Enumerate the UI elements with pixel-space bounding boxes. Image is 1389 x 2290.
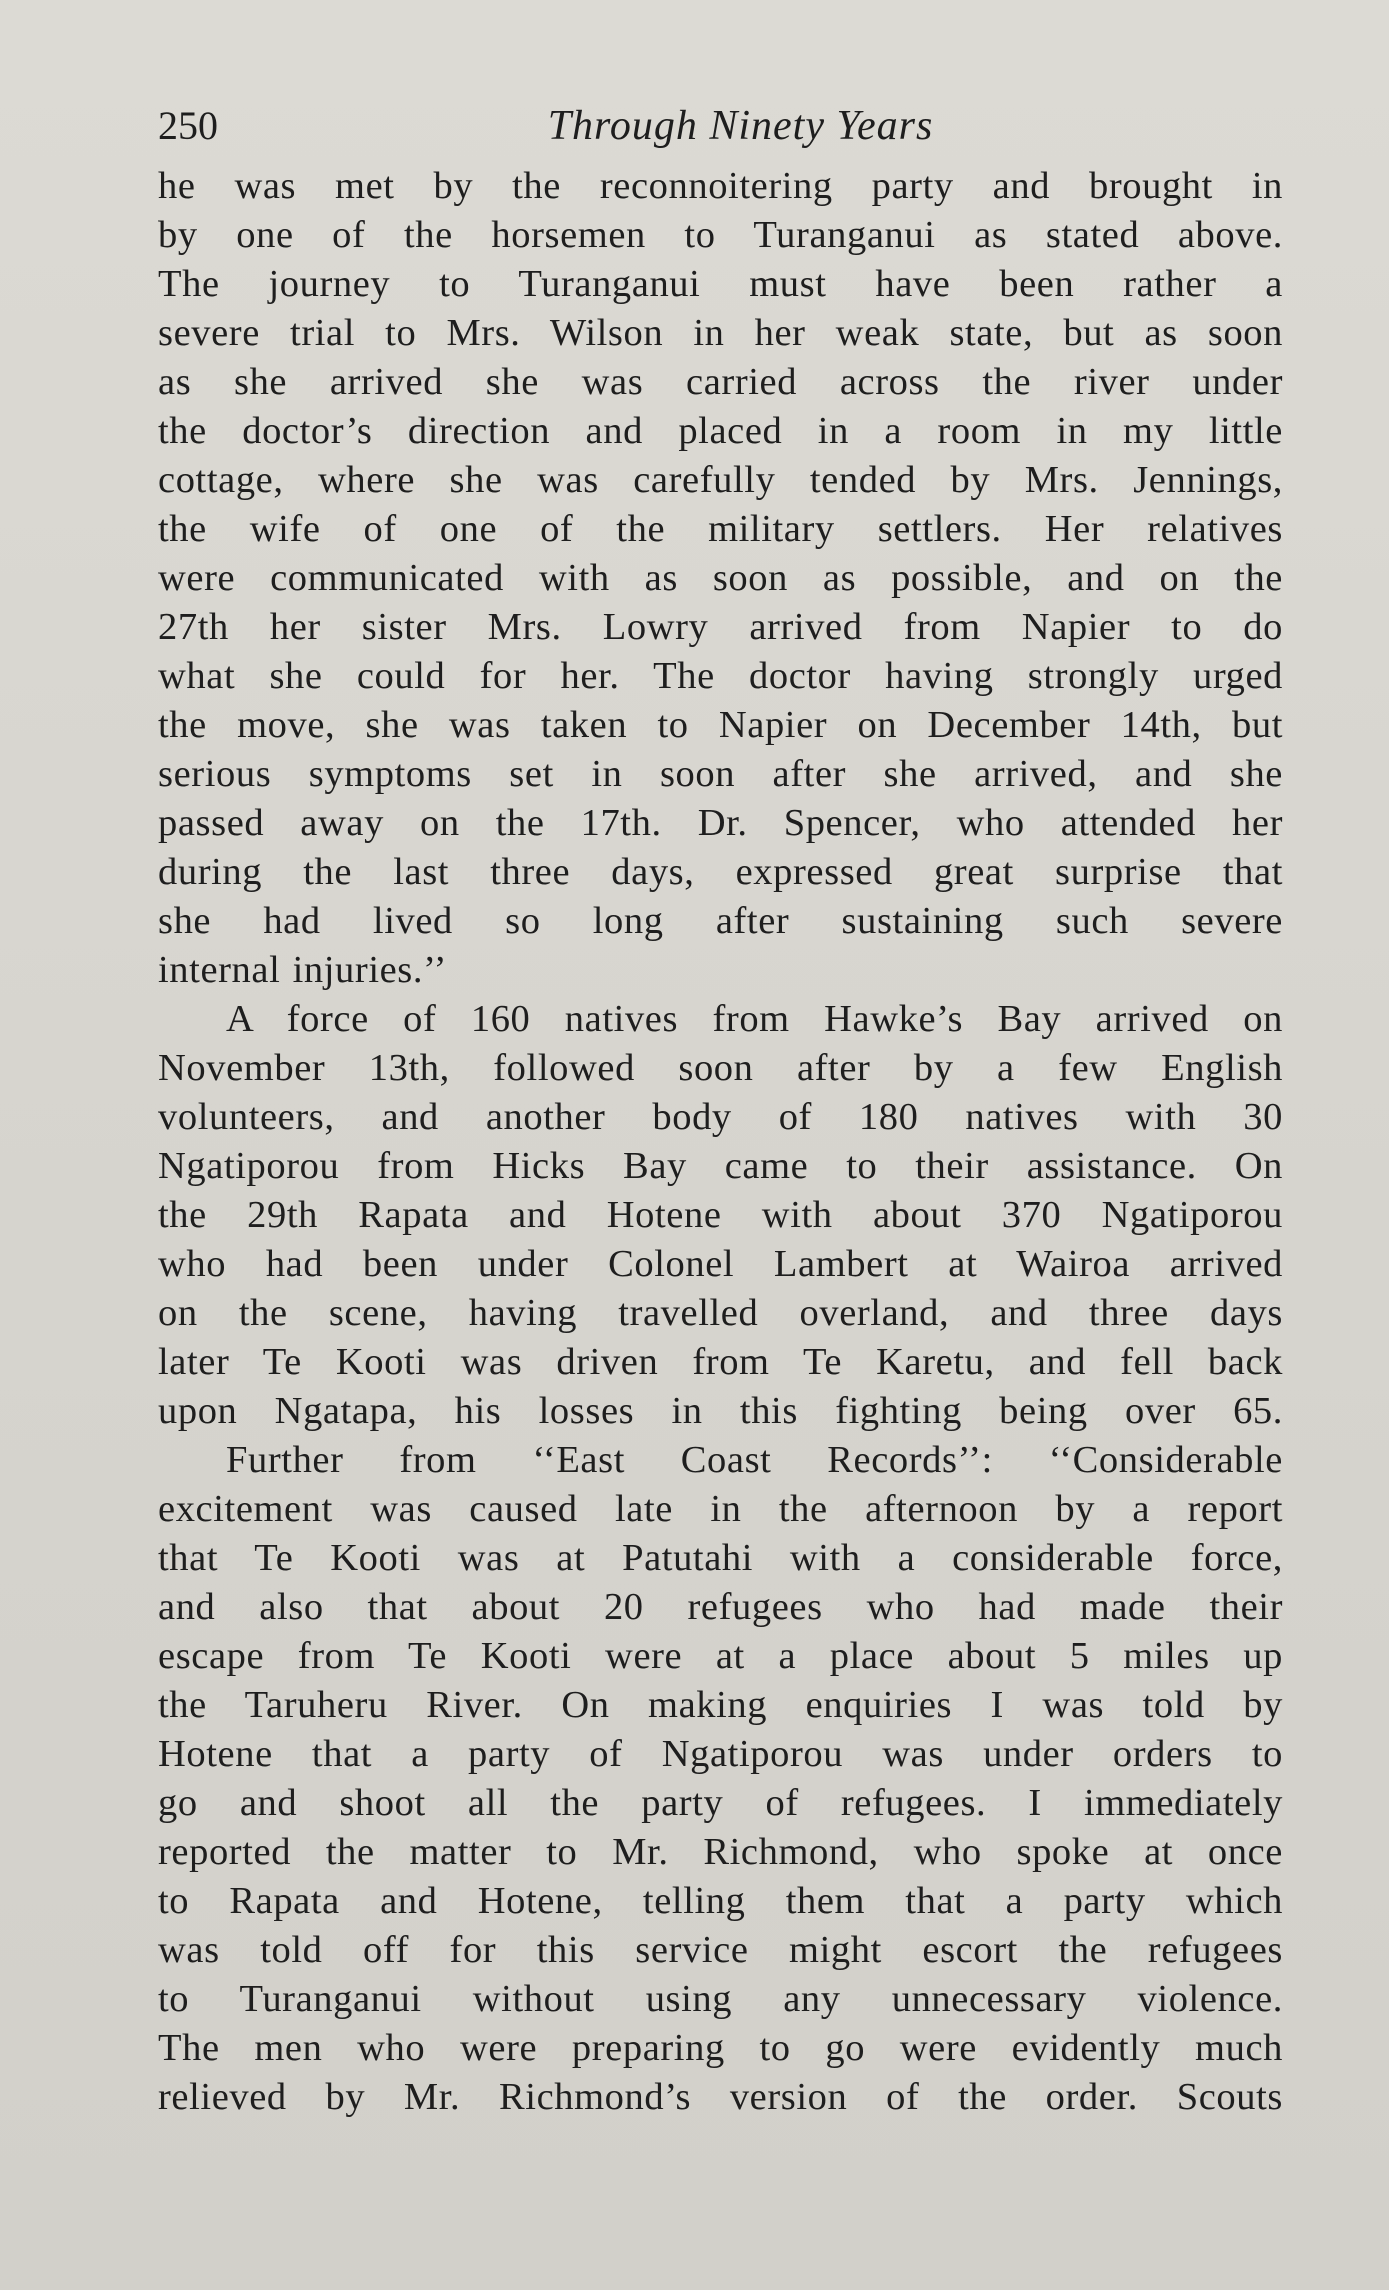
page-number: 250 — [158, 103, 218, 148]
book-page — [158, 100, 1283, 2122]
text-line: 27th her sister Mrs. Lowry arrived from Napier to do — [158, 606, 1283, 648]
text-line: the doctor’s direction and placed in a room in my little — [158, 410, 1283, 452]
text-line: A force of 160 natives from Hawke’s Bay arrived on — [226, 998, 1283, 1040]
paragraph-2 — [158, 995, 1283, 1436]
text-line: the Taruheru River. On making enquiries I was told by — [158, 1684, 1283, 1726]
paragraph-1 — [158, 162, 1283, 995]
text-line: November 13th, followed soon after by a few English — [158, 1047, 1283, 1089]
text-line: Hotene that a party of Ngatiporou was under orders to — [158, 1733, 1283, 1775]
text-line: go and shoot all the party of refugees. I immediately — [158, 1782, 1283, 1824]
text-line: to Rapata and Hotene, telling them that a party which — [158, 1880, 1283, 1922]
text-line: the move, she was taken to Napier on December 14th, but — [158, 704, 1283, 746]
text-line: who had been under Colonel Lambert at Wairoa arrived — [158, 1243, 1283, 1285]
text-line: internal injuries.’’ — [158, 949, 448, 991]
text-line: Ngatiporou from Hicks Bay came to their assistance. On — [158, 1145, 1283, 1187]
text-line: that Te Kooti was at Patutahi with a considerable force, — [158, 1537, 1283, 1579]
text-line: reported the matter to Mr. Richmond, who spoke at once — [158, 1831, 1283, 1873]
text-line: what she could for her. The doctor having strongly urged — [158, 655, 1283, 697]
text-line: relieved by Mr. Richmond’s version of the order. Scouts — [158, 2076, 1283, 2118]
text-line: was told off for this service might escort the refugees — [158, 1929, 1283, 1971]
text-line: The men who were preparing to go were evidently much — [158, 2027, 1283, 2069]
text-line: were communicated with as soon as possible, and on the — [158, 557, 1283, 599]
text-line: The journey to Turanganui must have been rather a — [158, 263, 1283, 305]
text-line: Further from ‘‘East Coast Records’’: ‘‘Considerable — [226, 1439, 1283, 1481]
paragraph-3 — [158, 1436, 1283, 2122]
text-line: later Te Kooti was driven from Te Karetu, and fell back — [158, 1341, 1283, 1383]
text-line: upon Ngatapa, his losses in this fighting being over 65. — [158, 1390, 1283, 1432]
text-line: the 29th Rapata and Hotene with about 370 Ngatiporou — [158, 1194, 1283, 1236]
text-line: as she arrived she was carried across the river under — [158, 361, 1283, 403]
body-text — [158, 162, 1283, 2122]
text-line: volunteers, and another body of 180 natives with 30 — [158, 1096, 1283, 1138]
text-line: on the scene, having travelled overland, and three days — [158, 1292, 1283, 1334]
text-line: escape from Te Kooti were at a place about 5 miles up — [158, 1635, 1283, 1677]
text-line: she had lived so long after sustaining such severe — [158, 900, 1283, 942]
page-header — [158, 100, 1283, 162]
text-line: cottage, where she was carefully tended by Mrs. Jennings, — [158, 459, 1283, 501]
text-line: he was met by the reconnoitering party and brought in — [158, 165, 1283, 207]
text-line: passed away on the 17th. Dr. Spencer, who attended her — [158, 802, 1283, 844]
text-line: serious symptoms set in soon after she arrived, and she — [158, 753, 1283, 795]
text-line: by one of the horsemen to Turanganui as stated above. — [158, 214, 1283, 256]
text-line: during the last three days, expressed great surprise that — [158, 851, 1283, 893]
running-title: Through Ninety Years — [547, 103, 934, 149]
text-line: severe trial to Mrs. Wilson in her weak state, but as soon — [158, 312, 1283, 354]
text-line: excitement was caused late in the afternoon by a report — [158, 1488, 1283, 1530]
text-line: and also that about 20 refugees who had made their — [158, 1586, 1283, 1628]
text-line: to Turanganui without using any unnecessary violence. — [158, 1978, 1283, 2020]
text-line: the wife of one of the military settlers. Her relatives — [158, 508, 1283, 550]
